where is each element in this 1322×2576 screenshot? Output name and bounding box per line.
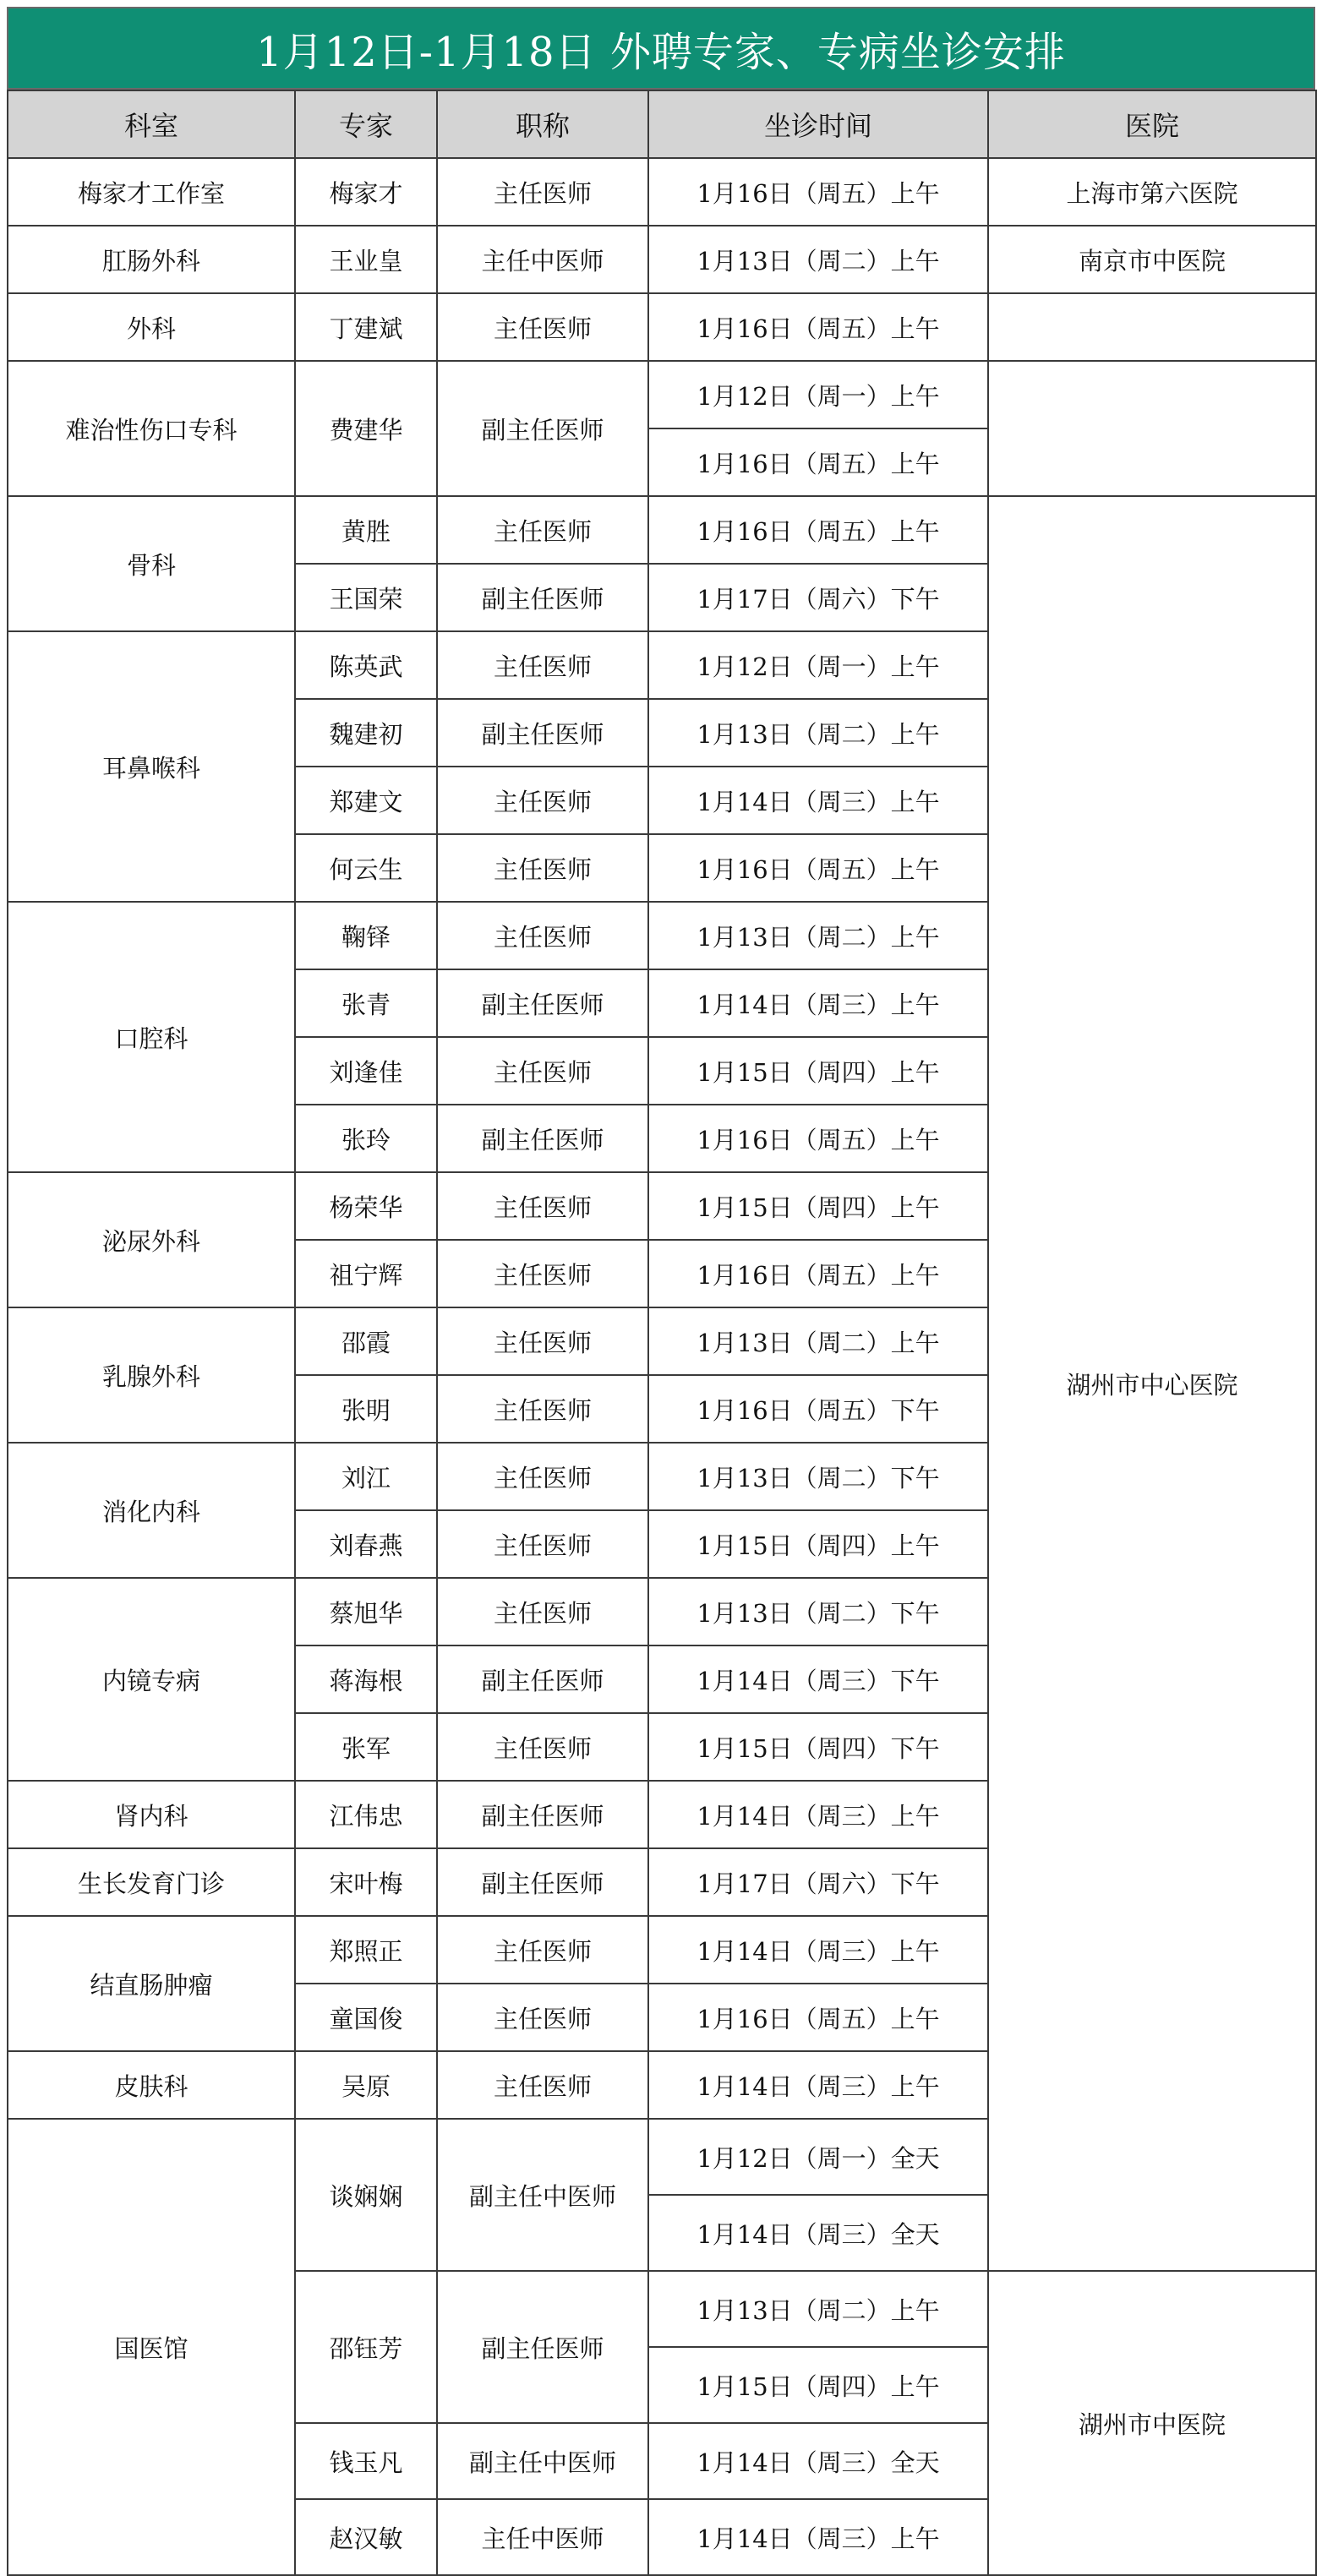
time-cell: 1月14日（周三）上午	[648, 1781, 988, 1848]
expert-cell: 鞠铎	[295, 902, 437, 969]
title-cell: 副主任医师	[437, 1781, 648, 1848]
title-cell: 主任医师	[437, 1375, 648, 1443]
time-cell: 1月13日（周二）上午	[648, 226, 988, 293]
time-cell: 1月15日（周四）上午	[648, 1037, 988, 1105]
page-title: 1月12日-1月18日 外聘专家、专病坐诊安排	[7, 7, 1315, 90]
expert-cell: 梅家才	[295, 158, 437, 226]
title-cell: 主任医师	[437, 1172, 648, 1240]
department-cell: 口腔科	[8, 902, 295, 1172]
expert-cell: 张军	[295, 1713, 437, 1781]
title-cell: 主任医师	[437, 158, 648, 226]
title-cell: 主任医师	[437, 1916, 648, 1984]
expert-cell: 蔡旭华	[295, 1578, 437, 1645]
time-cell: 1月13日（周二）下午	[648, 1443, 988, 1510]
expert-cell: 杨荣华	[295, 1172, 437, 1240]
expert-cell: 童国俊	[295, 1984, 437, 2051]
expert-cell: 黄胜	[295, 496, 437, 564]
expert-cell: 张玲	[295, 1105, 437, 1172]
time-cell: 1月17日（周六）下午	[648, 564, 988, 631]
department-cell: 皮肤科	[8, 2051, 295, 2119]
title-cell: 主任医师	[437, 1037, 648, 1105]
title-cell: 主任中医师	[437, 2499, 648, 2575]
time-cell: 1月13日（周二）上午	[648, 1307, 988, 1375]
title-cell: 主任中医师	[437, 226, 648, 293]
time-cell: 1月16日（周五）上午	[648, 834, 988, 902]
title-cell: 副主任医师	[437, 361, 648, 496]
title-cell: 副主任医师	[437, 1105, 648, 1172]
title-cell: 主任医师	[437, 631, 648, 699]
header-department: 科室	[8, 90, 295, 158]
department-cell: 骨科	[8, 496, 295, 631]
title-cell: 主任医师	[437, 1578, 648, 1645]
time-cell: 1月14日（周三）上午	[648, 1916, 988, 1984]
time-cell: 1月15日（周四）上午	[648, 1172, 988, 1240]
title-cell: 主任医师	[437, 1307, 648, 1375]
title-cell: 主任医师	[437, 1984, 648, 2051]
expert-cell: 王业皇	[295, 226, 437, 293]
time-cell: 1月14日（周三）上午	[648, 2499, 988, 2575]
hospital-cell: 湖州市中医院	[988, 2271, 1316, 2575]
time-cell: 1月14日（周三）上午	[648, 767, 988, 834]
expert-cell: 祖宁辉	[295, 1240, 437, 1307]
title-cell: 副主任中医师	[437, 2119, 648, 2271]
department-cell: 耳鼻喉科	[8, 631, 295, 902]
title-cell: 副主任中医师	[437, 2423, 648, 2499]
table-row	[8, 496, 1316, 564]
department-cell: 内镜专病	[8, 1578, 295, 1781]
expert-cell: 钱玉凡	[295, 2423, 437, 2499]
table-row	[8, 293, 1316, 361]
expert-cell: 费建华	[295, 361, 437, 496]
time-cell: 1月16日（周五）上午	[648, 293, 988, 361]
schedule-sheet	[7, 7, 1315, 2576]
title-cell: 副主任医师	[437, 564, 648, 631]
hospital-cell: 南京市中医院	[988, 226, 1316, 293]
expert-cell: 刘江	[295, 1443, 437, 1510]
time-cell: 1月14日（周三）全天	[648, 2195, 988, 2271]
time-cell: 1月13日（周二）上午	[648, 699, 988, 767]
department-cell: 肛肠外科	[8, 226, 295, 293]
time-cell: 1月15日（周四）上午	[648, 1510, 988, 1578]
time-cell: 1月12日（周一）上午	[648, 631, 988, 699]
time-cell: 1月16日（周五）上午	[648, 496, 988, 564]
hospital-cell	[988, 293, 1316, 361]
title-cell: 主任医师	[437, 902, 648, 969]
expert-cell: 江伟忠	[295, 1781, 437, 1848]
expert-cell: 邵霞	[295, 1307, 437, 1375]
time-cell: 1月16日（周五）上午	[648, 1984, 988, 2051]
department-cell: 乳腺外科	[8, 1307, 295, 1443]
header-hospital: 医院	[988, 90, 1316, 158]
time-cell: 1月13日（周二）下午	[648, 1578, 988, 1645]
expert-cell: 吴原	[295, 2051, 437, 2119]
time-cell: 1月14日（周三）全天	[648, 2423, 988, 2499]
department-cell: 外科	[8, 293, 295, 361]
time-cell: 1月14日（周三）上午	[648, 2051, 988, 2119]
department-cell: 国医馆	[8, 2119, 295, 2575]
expert-cell: 丁建斌	[295, 293, 437, 361]
table-row	[8, 226, 1316, 293]
table-row	[8, 158, 1316, 226]
header-row	[8, 90, 1316, 158]
expert-cell: 宋叶梅	[295, 1848, 437, 1916]
department-cell: 泌尿外科	[8, 1172, 295, 1307]
title-cell: 副主任医师	[437, 1848, 648, 1916]
time-cell: 1月12日（周一）上午	[648, 361, 988, 428]
hospital-cell: 上海市第六医院	[988, 158, 1316, 226]
department-cell: 消化内科	[8, 1443, 295, 1578]
title-cell: 主任医师	[437, 767, 648, 834]
title-cell: 副主任医师	[437, 1645, 648, 1713]
time-cell: 1月14日（周三）上午	[648, 969, 988, 1037]
title-cell: 副主任医师	[437, 2271, 648, 2423]
time-cell: 1月15日（周四）上午	[648, 2347, 988, 2423]
department-cell: 肾内科	[8, 1781, 295, 1848]
title-cell: 主任医师	[437, 834, 648, 902]
title-cell: 主任医师	[437, 1240, 648, 1307]
table-row	[8, 361, 1316, 428]
expert-cell: 邵钰芳	[295, 2271, 437, 2423]
time-cell: 1月14日（周三）下午	[648, 1645, 988, 1713]
expert-cell: 刘春燕	[295, 1510, 437, 1578]
title-cell: 主任医师	[437, 293, 648, 361]
schedule-table	[7, 90, 1317, 2576]
expert-cell: 张明	[295, 1375, 437, 1443]
department-cell: 结直肠肿瘤	[8, 1916, 295, 2051]
hospital-cell: 湖州市中心医院	[988, 496, 1316, 2271]
title-cell: 主任医师	[437, 2051, 648, 2119]
title-cell: 主任医师	[437, 1510, 648, 1578]
title-cell: 副主任医师	[437, 699, 648, 767]
time-cell: 1月16日（周五）上午	[648, 158, 988, 226]
title-cell: 副主任医师	[437, 969, 648, 1037]
expert-cell: 郑建文	[295, 767, 437, 834]
expert-cell: 郑照正	[295, 1916, 437, 1984]
expert-cell: 王国荣	[295, 564, 437, 631]
time-cell: 1月15日（周四）下午	[648, 1713, 988, 1781]
time-cell: 1月17日（周六）下午	[648, 1848, 988, 1916]
expert-cell: 蒋海根	[295, 1645, 437, 1713]
header-expert: 专家	[295, 90, 437, 158]
hospital-cell	[988, 361, 1316, 496]
department-cell: 生长发育门诊	[8, 1848, 295, 1916]
time-cell: 1月13日（周二）上午	[648, 2271, 988, 2347]
title-cell: 主任医师	[437, 1713, 648, 1781]
time-cell: 1月13日（周二）上午	[648, 902, 988, 969]
expert-cell: 谈娴娴	[295, 2119, 437, 2271]
expert-cell: 魏建初	[295, 699, 437, 767]
expert-cell: 赵汉敏	[295, 2499, 437, 2575]
header-title: 职称	[437, 90, 648, 158]
schedule-body	[8, 158, 1316, 2575]
expert-cell: 张青	[295, 969, 437, 1037]
time-cell: 1月16日（周五）上午	[648, 1240, 988, 1307]
expert-cell: 陈英武	[295, 631, 437, 699]
time-cell: 1月16日（周五）上午	[648, 1105, 988, 1172]
department-cell: 难治性伤口专科	[8, 361, 295, 496]
expert-cell: 何云生	[295, 834, 437, 902]
department-cell: 梅家才工作室	[8, 158, 295, 226]
title-cell: 主任医师	[437, 496, 648, 564]
header-time: 坐诊时间	[648, 90, 988, 158]
time-cell: 1月16日（周五）下午	[648, 1375, 988, 1443]
time-cell: 1月12日（周一）全天	[648, 2119, 988, 2195]
time-cell: 1月16日（周五）上午	[648, 428, 988, 496]
title-cell: 主任医师	[437, 1443, 648, 1510]
expert-cell: 刘逢佳	[295, 1037, 437, 1105]
